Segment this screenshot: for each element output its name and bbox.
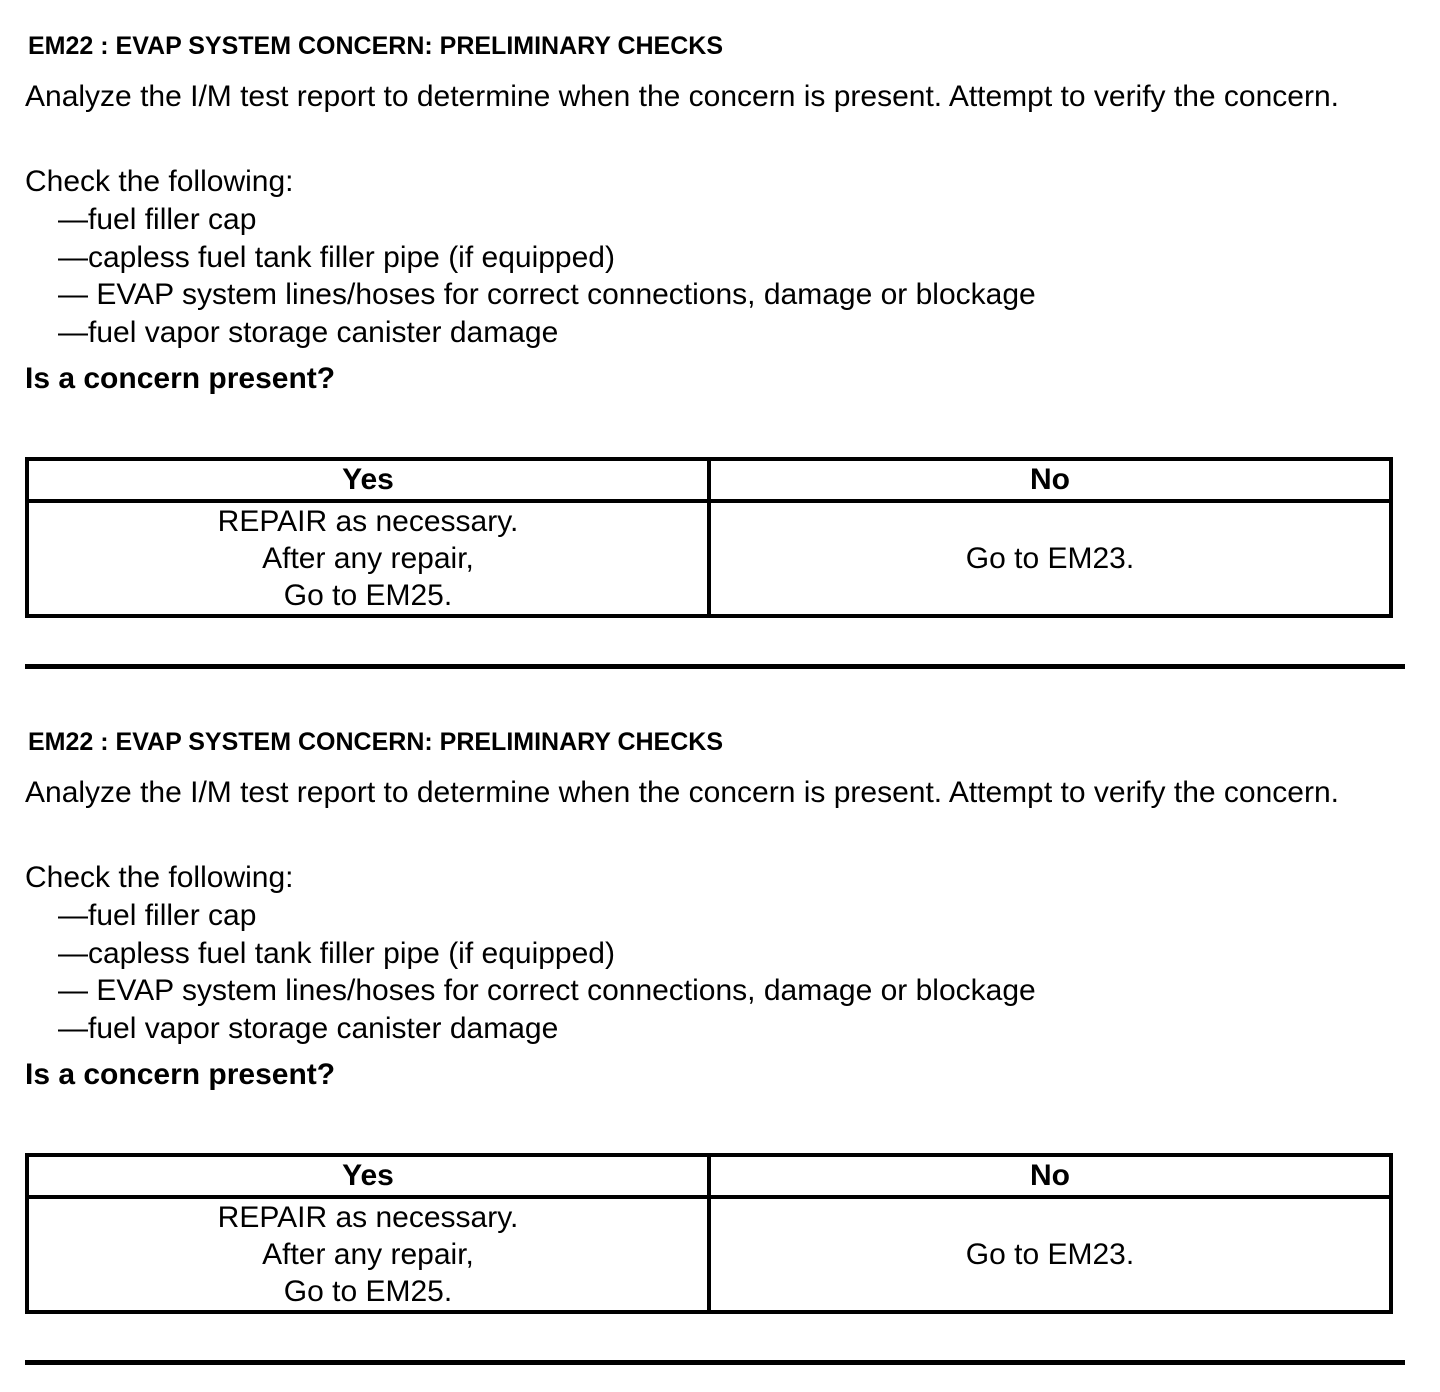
yes-line: After any repair, (262, 542, 474, 575)
check-item: —capless fuel tank filler pipe (if equipped) (58, 936, 615, 970)
question-text: Is a concern present? (25, 362, 336, 395)
check-item: — EVAP system lines/hoses for correct connections, damage or blockage (58, 974, 1036, 1007)
yes-line: After any repair, (262, 1238, 474, 1271)
section-divider (25, 1360, 1405, 1365)
no-header: No (709, 1155, 1391, 1197)
yes-line: Go to EM25. (283, 1275, 453, 1308)
yes-header: Yes (27, 459, 709, 501)
yes-header: Yes (27, 1155, 709, 1197)
yes-line: REPAIR as necessary. (217, 505, 519, 538)
check-list (58, 201, 1036, 351)
check-item: —fuel filler cap (58, 203, 257, 236)
check-label: Check the following: (25, 861, 294, 894)
check-label: Check the following: (25, 165, 294, 198)
no-cell: Go to EM23. (709, 501, 1391, 616)
yes-line: Go to EM25. (283, 579, 453, 612)
yes-cell (27, 501, 709, 616)
intro-text: Analyze the I/M test report to determine when the concern is present. Attempt to verify the concern. (25, 80, 1339, 113)
no-header: No (709, 459, 1391, 501)
section-divider (25, 664, 1405, 669)
check-item: —capless fuel tank filler pipe (if equipped) (58, 240, 615, 274)
section-heading: EM22 : EVAP SYSTEM CONCERN: PRELIMINARY CHECKS (28, 728, 724, 756)
no-cell: Go to EM23. (709, 1197, 1391, 1312)
table-row (27, 1197, 1391, 1312)
table-row (27, 501, 1391, 616)
check-item: —fuel vapor storage canister damage (58, 315, 559, 349)
check-item: —fuel filler cap (58, 899, 257, 932)
question-text: Is a concern present? (25, 1058, 336, 1091)
intro-text: Analyze the I/M test report to determine when the concern is present. Attempt to verify the concern. (25, 776, 1339, 809)
answer-table (25, 457, 1393, 618)
check-list (58, 897, 1036, 1047)
procedure-section (0, 696, 1440, 1392)
table-header-row (27, 459, 1391, 501)
check-item: — EVAP system lines/hoses for correct connections, damage or blockage (58, 278, 1036, 311)
section-heading: EM22 : EVAP SYSTEM CONCERN: PRELIMINARY CHECKS (28, 32, 724, 60)
answer-table (25, 1153, 1393, 1314)
yes-cell (27, 1197, 709, 1312)
yes-line: REPAIR as necessary. (217, 1201, 519, 1234)
table-header-row (27, 1155, 1391, 1197)
check-item: —fuel vapor storage canister damage (58, 1011, 559, 1045)
